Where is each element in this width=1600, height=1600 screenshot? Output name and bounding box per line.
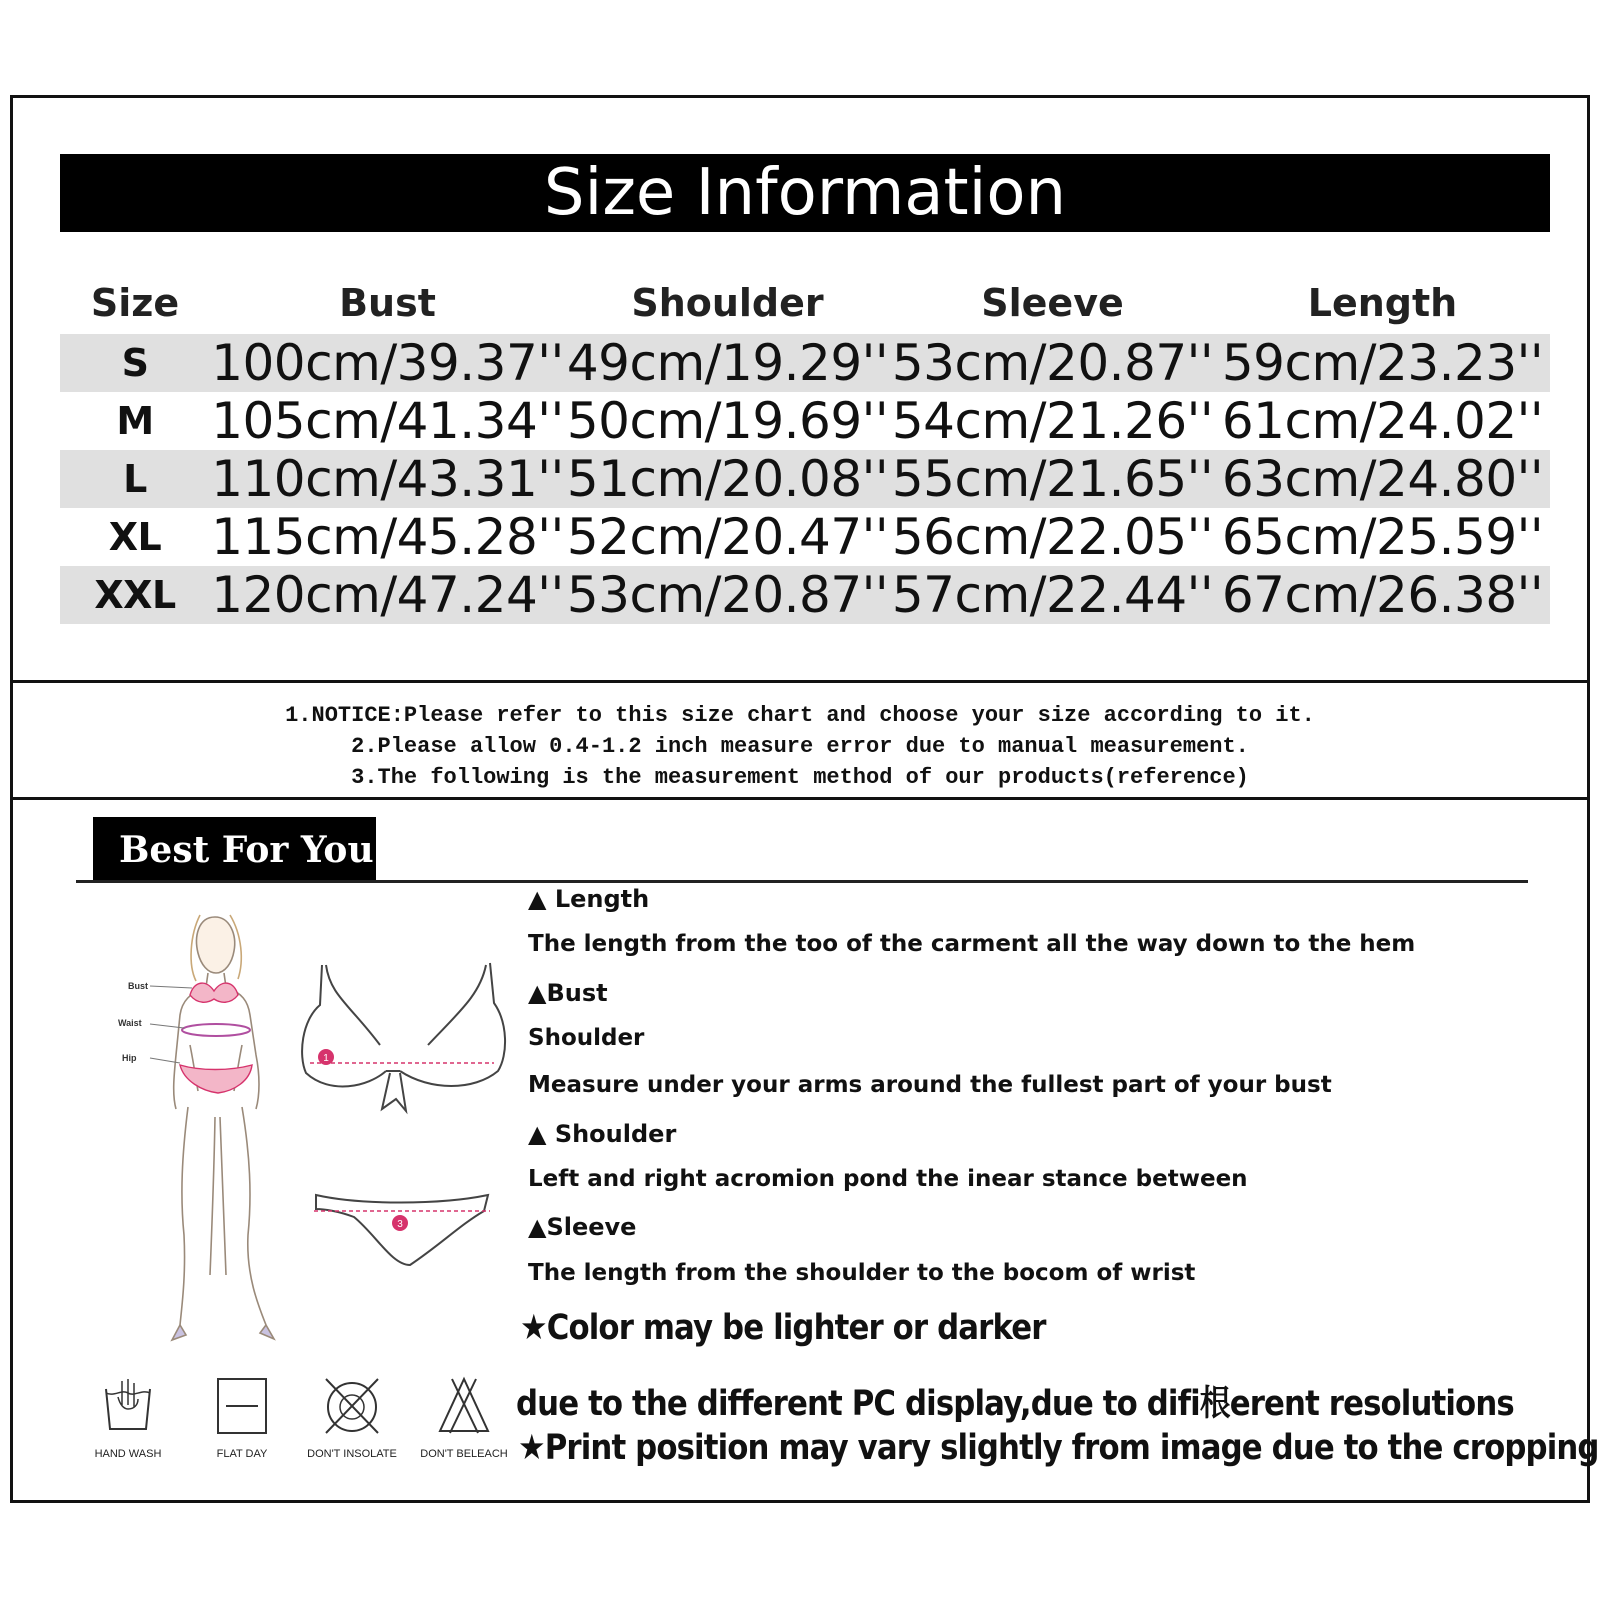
- table-row: [60, 450, 1550, 508]
- length-cell: 65cm/25.59'': [1221, 508, 1544, 566]
- length-cell: 61cm/24.02'': [1221, 392, 1544, 450]
- hand-wash-label: HAND WASH: [94, 1448, 162, 1460]
- sleeve-cell: 54cm/21.26'': [891, 392, 1214, 450]
- notice-block: [10, 700, 1590, 793]
- bust-cell: 105cm/41.34'': [211, 392, 564, 450]
- model-bikini: [180, 983, 252, 1093]
- length-heading: ▲ Length: [528, 885, 650, 913]
- bust-cell: 120cm/47.24'': [211, 566, 564, 624]
- marker-3-label: 3: [397, 1219, 403, 1230]
- bust-heading: ▲Bust: [528, 979, 608, 1007]
- size-cell: XXL: [60, 566, 210, 624]
- sleeve-cell: 53cm/20.87'': [891, 334, 1214, 392]
- section-divider: [10, 797, 1590, 800]
- notice-line: 2.Please allow 0.4-1.2 inch measure error due to manual measurement.: [351, 734, 1249, 759]
- sleeve-cell: 56cm/22.05'': [891, 508, 1214, 566]
- flat-dry-label: FLAT DAY: [216, 1448, 268, 1460]
- length-cell: 63cm/24.80'': [1215, 450, 1550, 508]
- table-row: [60, 392, 1550, 450]
- table-row: [60, 508, 1550, 566]
- model-figure: [172, 915, 274, 1340]
- heading-rule: [76, 880, 1528, 883]
- table-row: [60, 566, 1550, 624]
- flat-dry-icon: [212, 1375, 272, 1435]
- hip-label: Hip: [122, 1053, 137, 1063]
- dont-bleach-icon: [434, 1375, 494, 1435]
- care-flat-dry: [192, 1375, 292, 1460]
- sleeve-description: The length from the shoulder to the bocom of wrist: [528, 1260, 1196, 1286]
- shoulder-subheading: Shoulder: [528, 1025, 645, 1051]
- display-disclaimer: due to the different PC display,due to difi根erent resolutions: [516, 1384, 1514, 1424]
- notice-line: 3.The following is the measurement method of our products(reference): [351, 765, 1249, 790]
- bust-label: Bust: [128, 981, 148, 991]
- bust-description: Measure under your arms around the fullest part of your bust: [528, 1072, 1332, 1098]
- dont-insolate-label: DON'T INSOLATE: [307, 1448, 397, 1460]
- dont-bleach-label: DON'T BELEACH: [420, 1448, 508, 1460]
- bust-cell: 115cm/45.28'': [211, 508, 564, 566]
- header-size: Size: [90, 281, 180, 325]
- size-table: [60, 272, 1550, 624]
- table-row: [60, 334, 1550, 392]
- waist-ring: [182, 1024, 250, 1036]
- marker-1-label: 1: [323, 1053, 329, 1064]
- shoulder-cell: 50cm/19.69'': [566, 392, 889, 450]
- care-hand-wash: [78, 1375, 178, 1460]
- length-cell: 59cm/23.23'': [1215, 334, 1550, 392]
- shoulder-heading: ▲ Shoulder: [528, 1120, 677, 1148]
- size-cell: S: [60, 334, 210, 392]
- waist-label: Waist: [118, 1018, 142, 1028]
- header-length: Length: [1307, 281, 1458, 325]
- shoulder-cell: 52cm/20.47'': [566, 508, 889, 566]
- notice-line: 1.NOTICE:Please refer to this size chart and choose your size according to it.: [285, 703, 1315, 728]
- hand-wash-icon: [98, 1375, 158, 1435]
- sleeve-heading: ▲Sleeve: [528, 1213, 637, 1241]
- print-disclaimer: ★Print position may vary slightly from image due to the cropping: [518, 1428, 1599, 1468]
- bust-cell: 100cm/39.37'': [211, 334, 564, 392]
- sleeve-cell: 55cm/21.65'': [891, 450, 1214, 508]
- header-shoulder: Shoulder: [631, 281, 824, 325]
- best-for-you-heading: Best For You: [93, 817, 376, 883]
- shoulder-cell: 51cm/20.08'': [566, 450, 889, 508]
- measurement-illustration: [110, 895, 510, 1355]
- page-title: Size Information: [60, 154, 1550, 232]
- size-cell: XL: [108, 515, 162, 559]
- dont-insolate-icon: [322, 1375, 382, 1435]
- shoulder-description: Left and right acromion pond the inear stance between: [528, 1166, 1248, 1192]
- shoulder-cell: 49cm/19.29'': [566, 334, 889, 392]
- bra-diagram: [302, 963, 505, 1111]
- color-disclaimer: ★Color may be lighter or darker: [520, 1308, 1046, 1348]
- size-cell: M: [116, 399, 154, 443]
- section-divider: [10, 680, 1590, 683]
- bust-pointer: [150, 986, 192, 988]
- length-cell: 67cm/26.38'': [1215, 566, 1550, 624]
- length-description: The length from the too of the carment all the way down to the hem: [528, 931, 1416, 957]
- size-cell: L: [60, 450, 210, 508]
- shoulder-cell: 53cm/20.87'': [566, 566, 889, 624]
- sleeve-cell: 57cm/22.44'': [891, 566, 1214, 624]
- table-header-row: [60, 272, 1550, 334]
- bust-cell: 110cm/43.31'': [211, 450, 564, 508]
- header-sleeve: Sleeve: [981, 281, 1124, 325]
- care-dont-bleach: [414, 1375, 514, 1460]
- header-bust: Bust: [339, 281, 436, 325]
- care-dont-insolate: [302, 1375, 402, 1460]
